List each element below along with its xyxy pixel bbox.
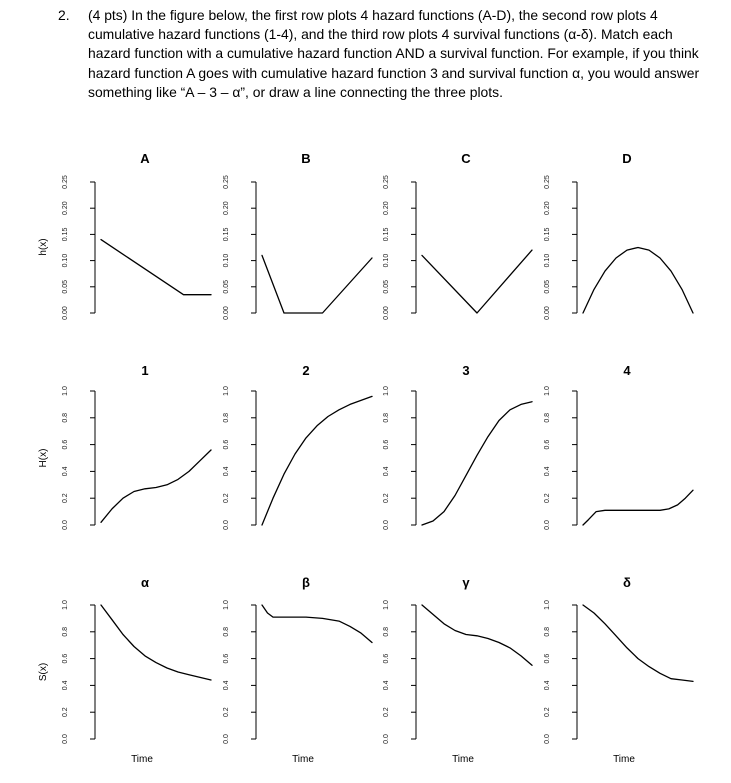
curve-line: [583, 248, 693, 314]
panel-title: 2: [302, 363, 310, 378]
x-axis-label: Time: [292, 754, 314, 765]
row-axis-label: H(x): [38, 448, 49, 468]
plot-panel-1: [62, 363, 211, 530]
y-tick-label: 0.8: [383, 412, 390, 423]
question-text: (4 pts) In the figure below, the first row plots 4 hazard functions (A-D), the second row plots 4 cumulative hazard functions (1-4), and the third row plots 4 survival functions (α-δ). Match each hazard function with a cumulative hazard function AND a survival function. For example, if you think hazard function A goes with cumulative hazard function 3 and survival function α, you would answer something like “A – 3 – α”, or draw a line connecting the three plots.: [88, 7, 700, 100]
y-tick-label: 0.25: [223, 175, 230, 189]
y-tick-label: 0.0: [62, 734, 69, 744]
y-tick-label: 0.6: [383, 439, 390, 450]
y-tick-label: 0.25: [383, 175, 390, 189]
y-tick-label: 0.4: [544, 680, 551, 691]
y-tick-label: 0.10: [383, 253, 390, 268]
y-tick-label: 0.15: [383, 227, 390, 242]
plot-panel-4: [544, 363, 693, 530]
y-tick-label: 0.6: [544, 439, 551, 450]
y-tick-label: 0.8: [62, 412, 69, 423]
y-tick-label: 0.6: [62, 439, 69, 450]
curve-line: [422, 250, 532, 313]
y-tick-label: 1.0: [383, 386, 390, 396]
plot-panel-3: [383, 363, 532, 530]
y-tick-label: 0.05: [383, 279, 390, 294]
curve-line: [262, 605, 372, 643]
y-tick-label: 0.15: [223, 227, 230, 242]
y-tick-label: 0.0: [62, 520, 69, 530]
curve-line: [583, 490, 693, 525]
panel-title: α: [141, 575, 149, 590]
y-tick-label: 0.0: [383, 734, 390, 744]
y-tick-label: 0.20: [544, 201, 551, 216]
x-axis-label: Time: [452, 754, 474, 765]
y-tick-label: 1.0: [544, 386, 551, 396]
y-tick-label: 0.10: [223, 253, 230, 268]
y-tick-label: 0.2: [544, 493, 551, 504]
panel-title: 1: [141, 363, 149, 378]
y-tick-label: 0.0: [383, 520, 390, 530]
y-tick-label: 0.8: [62, 626, 69, 637]
y-tick-label: 0.15: [62, 227, 69, 242]
y-tick-label: 0.05: [62, 279, 69, 294]
y-tick-label: 0.2: [62, 707, 69, 718]
curve-line: [422, 402, 532, 525]
curve-line: [262, 255, 372, 313]
curve-line: [422, 605, 532, 665]
y-tick-label: 0.8: [544, 412, 551, 423]
y-tick-label: 0.00: [223, 306, 230, 320]
panel-title: B: [301, 151, 311, 166]
y-tick-label: 0.4: [383, 680, 390, 691]
curve-line: [101, 450, 211, 522]
y-tick-label: 0.20: [383, 201, 390, 216]
plot-panel-A: [62, 151, 211, 320]
y-tick-label: 0.20: [62, 201, 69, 216]
plot-panel-δ: [544, 575, 693, 765]
y-tick-label: 0.8: [383, 626, 390, 637]
question-number: 2.: [58, 7, 70, 23]
plot-panel-D: [544, 151, 693, 320]
y-tick-label: 0.0: [223, 734, 230, 744]
y-tick-label: 0.20: [223, 201, 230, 216]
y-tick-label: 0.10: [62, 253, 69, 268]
y-tick-label: 0.2: [383, 707, 390, 718]
y-tick-label: 1.0: [223, 600, 230, 610]
panel-title: γ: [462, 575, 470, 590]
y-tick-label: 1.0: [544, 600, 551, 610]
y-tick-label: 0.00: [383, 306, 390, 320]
y-tick-label: 0.0: [544, 734, 551, 744]
y-tick-label: 0.6: [383, 653, 390, 664]
plot-panel-γ: [383, 575, 532, 765]
y-tick-label: 0.4: [223, 466, 230, 477]
y-tick-label: 0.2: [62, 493, 69, 504]
y-tick-label: 0.8: [223, 626, 230, 637]
panel-title: δ: [623, 575, 631, 590]
y-tick-label: 0.6: [62, 653, 69, 664]
plot-panel-B: [223, 151, 372, 320]
plot-panel-C: [383, 151, 532, 320]
curve-line: [262, 396, 372, 525]
y-tick-label: 0.0: [223, 520, 230, 530]
plot-panel-2: [223, 363, 372, 530]
y-tick-label: 0.4: [223, 680, 230, 691]
y-tick-label: 0.6: [223, 653, 230, 664]
panel-title: 4: [623, 363, 631, 378]
panel-title: A: [140, 151, 150, 166]
y-tick-label: 0.00: [62, 306, 69, 320]
panel-title: 3: [462, 363, 470, 378]
curve-line: [583, 605, 693, 681]
y-tick-label: 0.6: [544, 653, 551, 664]
y-tick-label: 0.25: [544, 175, 551, 189]
curve-line: [101, 240, 211, 295]
panel-title: β: [302, 575, 310, 590]
y-tick-label: 0.4: [383, 466, 390, 477]
row-axis-label: h(x): [38, 238, 49, 256]
y-tick-label: 0.05: [544, 279, 551, 294]
y-tick-label: 0.2: [223, 493, 230, 504]
y-tick-label: 0.10: [544, 253, 551, 268]
y-tick-label: 0.25: [62, 175, 69, 189]
y-tick-label: 0.4: [62, 466, 69, 477]
y-tick-label: 0.2: [383, 493, 390, 504]
curve-line: [101, 605, 211, 680]
y-tick-label: 0.2: [544, 707, 551, 718]
y-tick-label: 0.00: [544, 306, 551, 320]
y-tick-label: 0.0: [544, 520, 551, 530]
y-tick-label: 0.4: [62, 680, 69, 691]
panel-title: D: [622, 151, 632, 166]
panel-title: C: [461, 151, 471, 166]
y-tick-label: 0.6: [223, 439, 230, 450]
y-tick-label: 1.0: [223, 386, 230, 396]
row-axis-label: S(x): [38, 662, 49, 682]
plot-panel-α: [62, 575, 211, 765]
y-tick-label: 0.05: [223, 279, 230, 294]
plot-panel-β: [223, 575, 372, 765]
y-tick-label: 0.2: [223, 707, 230, 718]
y-tick-label: 1.0: [62, 600, 69, 610]
x-axis-label: Time: [131, 754, 153, 765]
y-tick-label: 0.8: [544, 626, 551, 637]
y-tick-label: 0.15: [544, 227, 551, 242]
y-tick-label: 0.8: [223, 412, 230, 423]
y-tick-label: 0.4: [544, 466, 551, 477]
x-axis-label: Time: [613, 754, 635, 765]
y-tick-label: 1.0: [62, 386, 69, 396]
y-tick-label: 1.0: [383, 600, 390, 610]
